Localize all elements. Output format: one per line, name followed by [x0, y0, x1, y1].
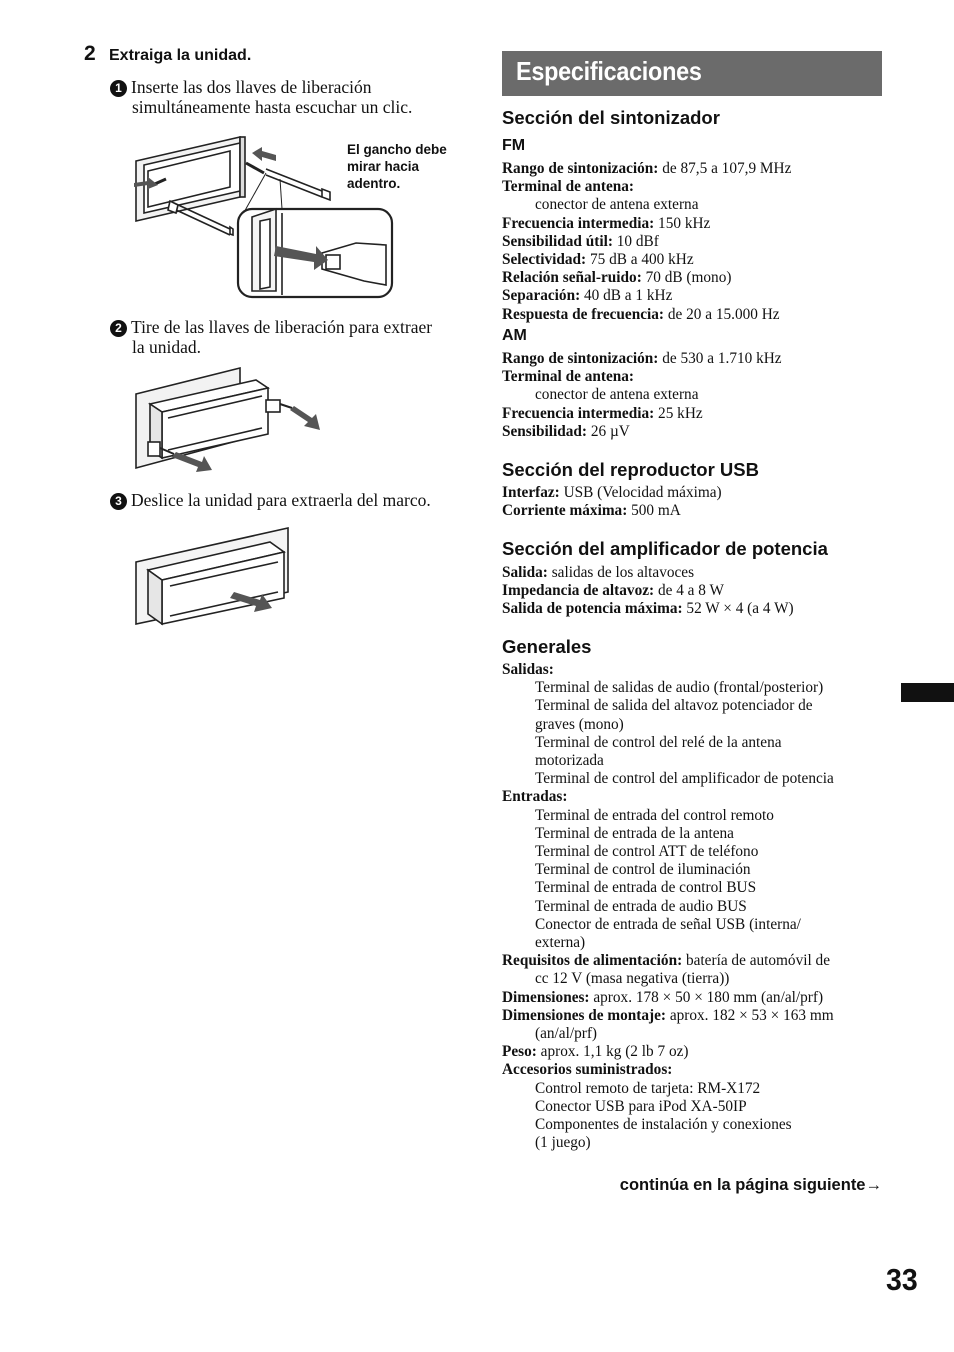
spec-label: Corriente máxima: — [502, 502, 628, 520]
spec-label: Separación: — [502, 287, 581, 305]
spec-row — [502, 306, 882, 324]
spec-value: salidas de los altavoces — [547, 564, 695, 581]
spec-value: 70 dB (mono) — [641, 269, 732, 287]
spec-value: conector de antena externa — [535, 386, 699, 404]
spec-label: Salida de potencia máxima: — [502, 600, 683, 618]
spec-value: graves (mono) — [535, 715, 624, 733]
page-number: 33 — [886, 1262, 918, 1297]
spec-row — [502, 952, 882, 970]
spec-row — [502, 1007, 882, 1025]
spec-value: externa) — [535, 934, 586, 952]
spec-value: Terminal de control del relé de la antena — [535, 733, 782, 751]
spec-value: Terminal de entrada de la antena — [535, 824, 734, 842]
general-heading: Generales — [502, 636, 592, 657]
spec-value: cc 12 V (masa negativa (tierra)) — [535, 970, 730, 988]
spec-label: Rango de sintonización: — [502, 160, 659, 177]
callout-line: mirar hacia — [347, 159, 420, 174]
spec-label: Rango de sintonización: — [502, 350, 659, 367]
step-number: 2 — [84, 42, 96, 65]
usb-specs — [502, 484, 882, 520]
substep-1 — [110, 77, 470, 117]
spec-value: Terminal de control ATT de teléfono — [535, 843, 759, 861]
spec-label: Dimensiones: — [502, 988, 590, 1006]
spec-value: Terminal de salidas de audio (frontal/posterior) — [535, 679, 824, 697]
step-title: Extraiga la unidad. — [109, 47, 252, 64]
spec-value: Control remoto de tarjeta: RM-X172 — [535, 1079, 761, 1097]
spec-value: Terminal de control de iluminación — [535, 861, 751, 879]
tuner-heading: Sección del sintonizador — [502, 107, 720, 128]
spec-value: 40 dB a 1 kHz — [580, 287, 673, 305]
spec-value: Terminal de entrada del control remoto — [535, 806, 774, 824]
spec-label: Sensibilidad: — [502, 422, 588, 440]
substep-3 — [110, 490, 470, 510]
spec-value: aprox. 1,1 kg (2 lb 7 oz) — [536, 1043, 689, 1061]
spec-value: de 4 a 8 W — [654, 582, 724, 600]
spec-row — [502, 368, 882, 386]
spec-row — [502, 788, 882, 806]
spec-label: Frecuencia intermedia: — [502, 404, 655, 422]
spec-label: Frecuencia intermedia: — [502, 214, 655, 232]
spec-label: Impedancia de altavoz: — [502, 582, 655, 600]
pull-unit-figure — [130, 360, 330, 475]
spec-label: Interfaz: — [502, 484, 560, 501]
spec-label: Terminal de antena: — [502, 178, 635, 196]
spec-row — [502, 178, 882, 196]
spec-label: Accesorios suministrados: — [502, 1061, 673, 1079]
general-specs — [502, 661, 882, 1152]
spec-row — [502, 269, 882, 287]
spec-value: aprox. 178 × 50 × 180 mm (an/al/prf) — [589, 988, 824, 1006]
spec-row — [502, 600, 882, 618]
spec-value: Terminal de entrada de audio BUS — [535, 897, 747, 915]
spec-value: de 20 a 15.000 Hz — [664, 305, 780, 323]
spec-value: 500 mA — [627, 502, 681, 520]
callout-line: adentro. — [347, 176, 401, 191]
callout-line: El gancho debe — [347, 142, 447, 157]
spec-row — [502, 215, 882, 233]
continue-note — [620, 1176, 882, 1195]
spec-label: Requisitos de alimentación: — [502, 952, 683, 970]
usb-heading: Sección del reproductor USB — [502, 459, 759, 480]
am-specs — [502, 350, 882, 441]
spec-row — [502, 989, 882, 1007]
spec-row — [502, 251, 882, 269]
spec-value: (1 juego) — [535, 1134, 591, 1152]
section-tab-marker — [901, 683, 954, 702]
figure-callout — [347, 141, 477, 192]
spec-value: batería de automóvil de — [682, 952, 830, 970]
spec-row — [502, 233, 882, 251]
spec-value: 150 kHz — [654, 214, 711, 232]
spec-value: 26 µV — [587, 422, 630, 440]
spec-value: 25 kHz — [654, 404, 703, 422]
spec-value: motorizada — [535, 752, 604, 770]
fm-heading: FM — [502, 137, 526, 154]
spec-label: Salida: — [502, 564, 548, 581]
amp-heading: Sección del amplificador de potencia — [502, 538, 828, 559]
spec-row — [502, 1043, 882, 1061]
substep-2 — [110, 317, 470, 357]
fm-specs — [502, 160, 882, 324]
spec-row — [502, 582, 882, 600]
spec-value: conector de antena externa — [535, 196, 699, 214]
spec-value: 75 dB a 400 kHz — [586, 251, 694, 269]
spec-label: Respuesta de frecuencia: — [502, 305, 665, 323]
spec-label: Entradas: — [502, 788, 568, 806]
spec-value: aprox. 182 × 53 × 163 mm — [666, 1006, 834, 1024]
am-heading: AM — [502, 327, 527, 344]
spec-row — [502, 661, 882, 679]
spec-value: Conector USB para iPod XA-50IP — [535, 1097, 747, 1115]
spec-label: Sensibilidad útil: — [502, 232, 613, 250]
spec-label: Peso: — [502, 1043, 537, 1061]
substep-text: Tire de las llaves de liberación para extraer — [131, 317, 433, 337]
substep-marker: 3 — [110, 493, 127, 510]
spec-value: Conector de entrada de señal USB (interna/ — [535, 915, 801, 933]
spec-value: Terminal de salida del altavoz potenciador de — [535, 697, 813, 715]
spec-label: Terminal de antena: — [502, 368, 635, 386]
spec-value: Terminal de entrada de control BUS — [535, 879, 757, 897]
spec-value: 10 dBf — [612, 232, 659, 250]
spec-row — [502, 405, 882, 423]
amp-specs — [502, 564, 882, 619]
page-title: Especificaciones — [516, 56, 702, 86]
substep-marker: 1 — [110, 80, 127, 97]
spec-row — [502, 484, 882, 502]
spec-value: Terminal de control del amplificador de potencia — [535, 770, 834, 788]
spec-value: USB (Velocidad máxima) — [559, 484, 722, 501]
substep-text: simultáneamente hasta escuchar un clic. — [132, 97, 413, 117]
arrow-right-icon: → — [865, 1176, 882, 1194]
spec-value: de 530 a 1.710 kHz — [658, 350, 782, 367]
substep-text: la unidad. — [132, 337, 202, 357]
spec-label: Relación señal-ruido: — [502, 269, 642, 287]
spec-row — [502, 350, 882, 368]
spec-label: Selectividad: — [502, 251, 587, 269]
spec-row — [502, 160, 882, 178]
spec-row — [502, 287, 882, 305]
spec-label: Salidas: — [502, 661, 554, 678]
slide-unit-figure — [130, 520, 300, 630]
spec-value: (an/al/prf) — [535, 1025, 598, 1043]
continue-text: continúa en la página siguiente — [619, 1176, 866, 1194]
spec-label: Dimensiones de montaje: — [502, 1006, 667, 1024]
spec-row — [502, 564, 882, 582]
spec-value: de 87,5 a 107,9 MHz — [658, 160, 792, 177]
spec-row — [502, 502, 882, 520]
substep-text: Inserte las dos llaves de liberación — [131, 77, 372, 97]
specs-title-banner — [502, 51, 882, 96]
spec-value: 52 W × 4 (a 4 W) — [682, 600, 794, 618]
spec-row — [502, 423, 882, 441]
substep-text: Deslice la unidad para extraerla del marco. — [131, 490, 431, 510]
substep-marker: 2 — [110, 320, 127, 337]
spec-value: Componentes de instalación y conexiones — [535, 1116, 792, 1134]
spec-row — [502, 1061, 882, 1079]
